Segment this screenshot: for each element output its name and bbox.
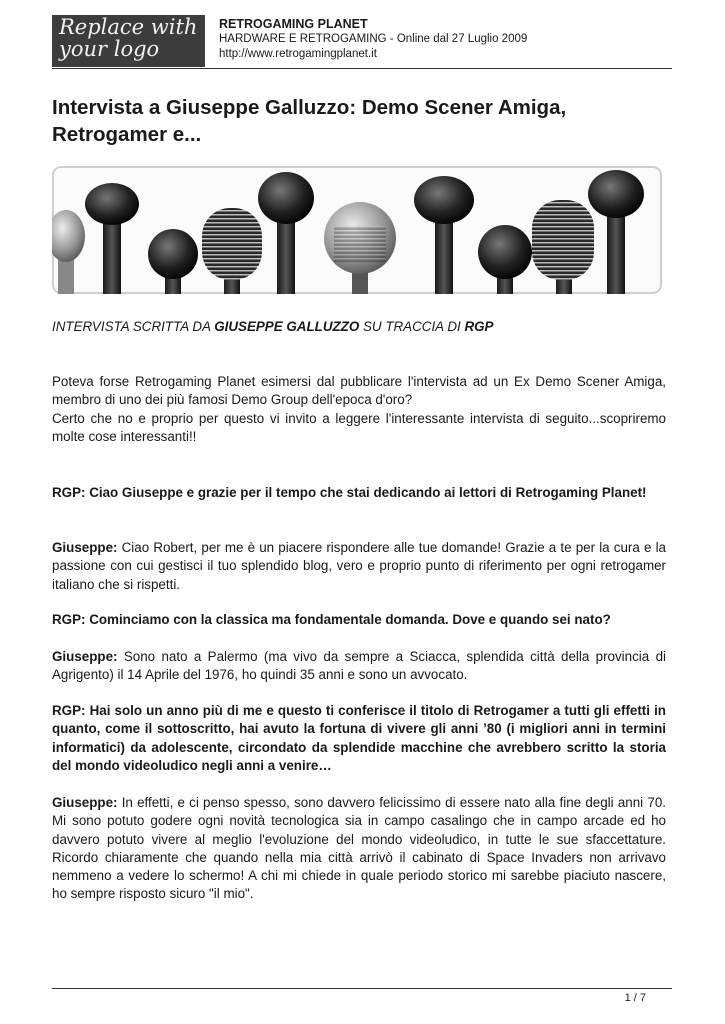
question-2: RGP: Cominciamo con la classica ma fondamentale domanda. Dove e quando sei nato? (52, 612, 611, 627)
byline-middle: SU TRACCIA DI (359, 319, 465, 334)
intro-text-1: Poteva forse Retrogaming Planet esimersi dal pubblicare l'intervista ad un Ex Demo Scener Amiga, membro di uno dei più famosi Demo Group dell'epoca d'oro? (52, 374, 666, 408)
answer-3 (52, 794, 666, 904)
question-1: RGP: Ciao Giuseppe e grazie per il tempo che stai dedicando ai lettori di Retrogaming Planet! (52, 485, 647, 500)
answer-3-label: Giuseppe: (52, 795, 118, 810)
intro-paragraph (52, 373, 666, 446)
page-header (52, 15, 672, 69)
logo-placeholder (52, 15, 205, 67)
site-tagline: HARDWARE E RETROGAMING - Online dal 27 Luglio 2009 (219, 33, 528, 45)
answer-1-text: Ciao Robert, per me è un piacere rispondere alle tue domande! Grazie a te per la cura e la passione con cui gestisci il tuo splendido blog, vero e proprio punto di riferimento per ogni retrogamer italiano che si rispetti. (52, 540, 666, 592)
answer-1 (52, 539, 666, 594)
site-url: http://www.retrogamingplanet.it (219, 48, 377, 60)
answer-3-text: In effetti, e ci penso spesso, sono davvero felicissimo di essere nato alla fine degli anni 70. Mi sono potuto godere ogni novità tecnologica sia in campo casalingo che in campo arcade ed ho davvero potuto vivere al meglio l'evoluzione del mondo videoludico, in tutte le sue sfaccettature. Ricordo chiaramente che quando nella mia città arrivò il cabinato di Space Invaders non arrivavo nemmeno a vedere lo schermo! A chi mi chiede in quale periodo storico mi sarebbe piaciuto nascere, ho sempre risposto sicuro "il mio". (52, 795, 666, 902)
microphones-banner-image (52, 166, 662, 294)
article-byline (52, 319, 493, 334)
header-divider (52, 68, 672, 69)
footer-divider (52, 988, 672, 989)
byline-author: GIUSEPPE GALLUZZO (214, 319, 360, 334)
answer-2-label: Giuseppe: (52, 649, 118, 664)
intro-text-2: Certo che no e proprio per questo vi invito a leggere l'interessante intervista di seguito...scopriremo molte cose interessanti!! (52, 410, 666, 444)
answer-2-text: Sono nato a Palermo (ma vivo da sempre a Sciacca, splendida città della provincia di Agrigento) il 14 Aprile del 1976, ho quindi 35 anni e sono un avvocato. (52, 649, 666, 683)
logo-text-line2: your logo (59, 37, 160, 61)
site-name: RETROGAMING PLANET (219, 17, 368, 31)
page-number: 1 / 7 (624, 992, 646, 1004)
answer-2 (52, 648, 666, 685)
answer-1-label: Giuseppe: (52, 540, 118, 555)
site-info (219, 16, 527, 62)
logo-text-line1: Replace with (59, 15, 198, 39)
article-title: Intervista a Giuseppe Galluzzo: Demo Scener Amiga, Retrogamer e... (52, 96, 567, 146)
question-3: RGP: Hai solo un anno più di me e questo ti conferisce il titolo di Retrogamer a tutti gli effetti in quanto, come il sottoscritto, hai avuto la fortuna di vivere gli anni ’80 (i migliori anni in termini informatici) da adolescente, circondato da splendide macchine che avrebbero scritto la storia del mondo videoludico negli anni a venire… (52, 703, 666, 773)
byline-source: RGP (464, 319, 494, 334)
byline-prefix: INTERVISTA SCRITTA DA (52, 319, 215, 334)
